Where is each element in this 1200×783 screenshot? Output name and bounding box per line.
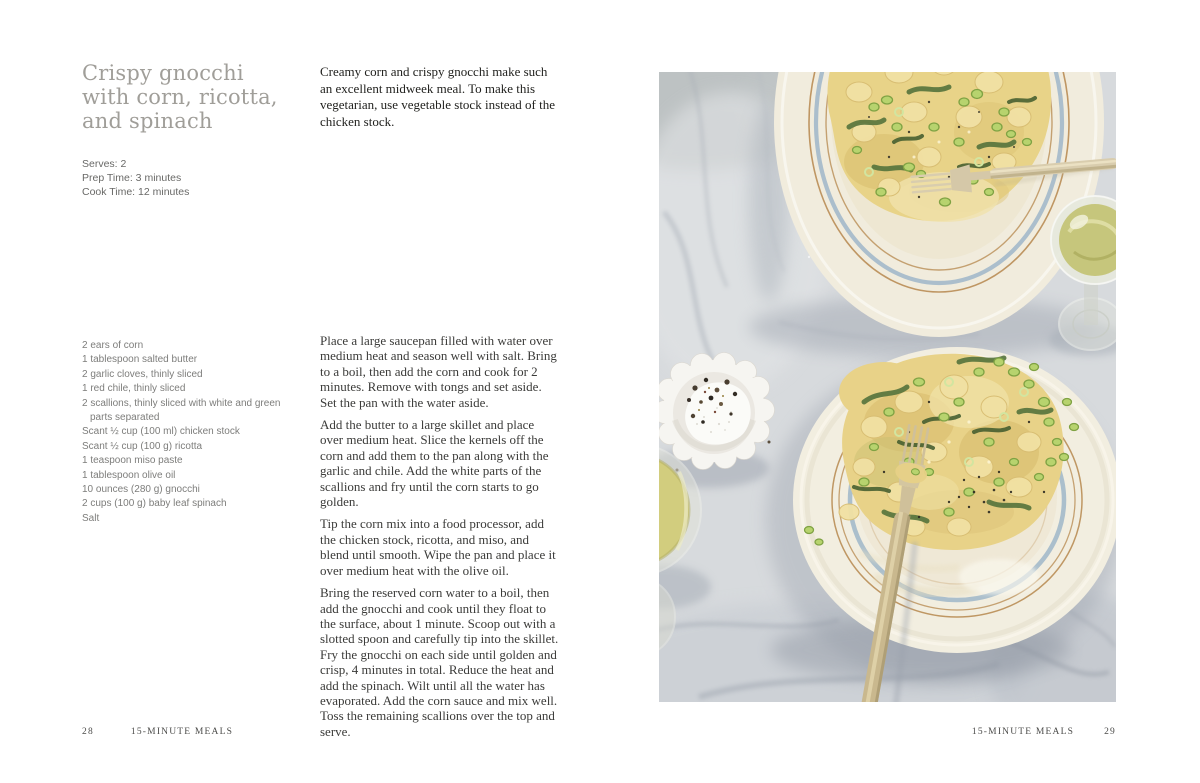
page-number-right: 29 [1104,727,1116,737]
ingredient-item: 2 ears of corn [82,340,144,351]
ingredient-item: 2 scallions, thinly sliced with white and green parts separated [82,397,281,424]
ingredient-item: 2 cups (100 g) baby leaf spinach [82,498,227,510]
ingredient-item: Scant ½ cup (100 ml) chicken stock [82,426,240,438]
method-steps [320,333,560,746]
recipe-title-line: and spinach [82,109,213,133]
recipe-title [82,61,278,133]
meta-line: Prep Time: 3 minutes [82,172,182,184]
method-paragraph: Add the butter to a large skillet and place over medium heat. Slice the kernels off the corn and add them to the pan along with the garlic and chile. Add the white parts of the scallions and fry until the corn starts to go golden. [320,417,549,510]
food-photo [659,72,1116,702]
meta-line: Cook Time: 12 minutes [82,186,190,198]
method-paragraph: Place a large saucepan filled with water over medium heat and season well with salt. Bring to a boil, then add the corn and cook for 2 minutes. Remove with tongs and set aside. Set the pan with the water aside. [320,333,557,410]
method-paragraph: Bring the reserved corn water to a boil, then add the gnocchi and cook until they float to the surface, about 1 minute. Scoop out with a slotted spoon and carefully tip into the skillet. Fry the gnocchi on each side until golden and crisp, 4 minutes in total. Reduce the heat and add the spinach. Wilt until all the water has evaporated. Add the corn sauce and mix well. Toss the remaining scallions over the top and serve. [320,585,559,739]
left-footer [82,727,233,737]
ingredient-item: 10 ounces (280 g) gnocchi [82,484,200,496]
ingredient-item: 1 tablespoon salted butter [82,354,198,366]
recipe-title-line: Crispy gnocchi [82,61,244,85]
recipe-intro: Creamy corn and crispy gnocchi make such an excellent midweek meal. To make this vegetarian, use vegetable stock instead of the chicken stock. [320,64,555,129]
ingredient-item: 1 tablespoon olive oil [82,469,176,481]
method-paragraph: Tip the corn mix into a food processor, add the chicken stock, ricotta, and miso, and blend until smooth. Wipe the pan and place it over medium heat with the olive oil. [320,516,556,578]
section-title-left: 15-MINUTE MEALS [130,727,234,737]
ingredient-item: Scant ½ cup (100 g) ricotta [82,440,203,452]
ingredient-item: 2 garlic cloves, thinly sliced [82,368,203,380]
meta-line: Serves: 2 [82,158,127,170]
ingredients-list [82,339,290,526]
right-footer [972,727,1116,737]
ingredient-item: 1 red chile, thinly sliced [82,383,186,395]
recipe-meta [82,157,189,199]
recipe-title-line: with corn, ricotta, [82,85,278,109]
ingredient-item: 1 teaspoon miso paste [82,455,183,467]
ingredient-item: Salt [82,512,100,524]
section-title-right: 15-MINUTE MEALS [971,727,1075,737]
page-number-left: 28 [82,727,94,737]
